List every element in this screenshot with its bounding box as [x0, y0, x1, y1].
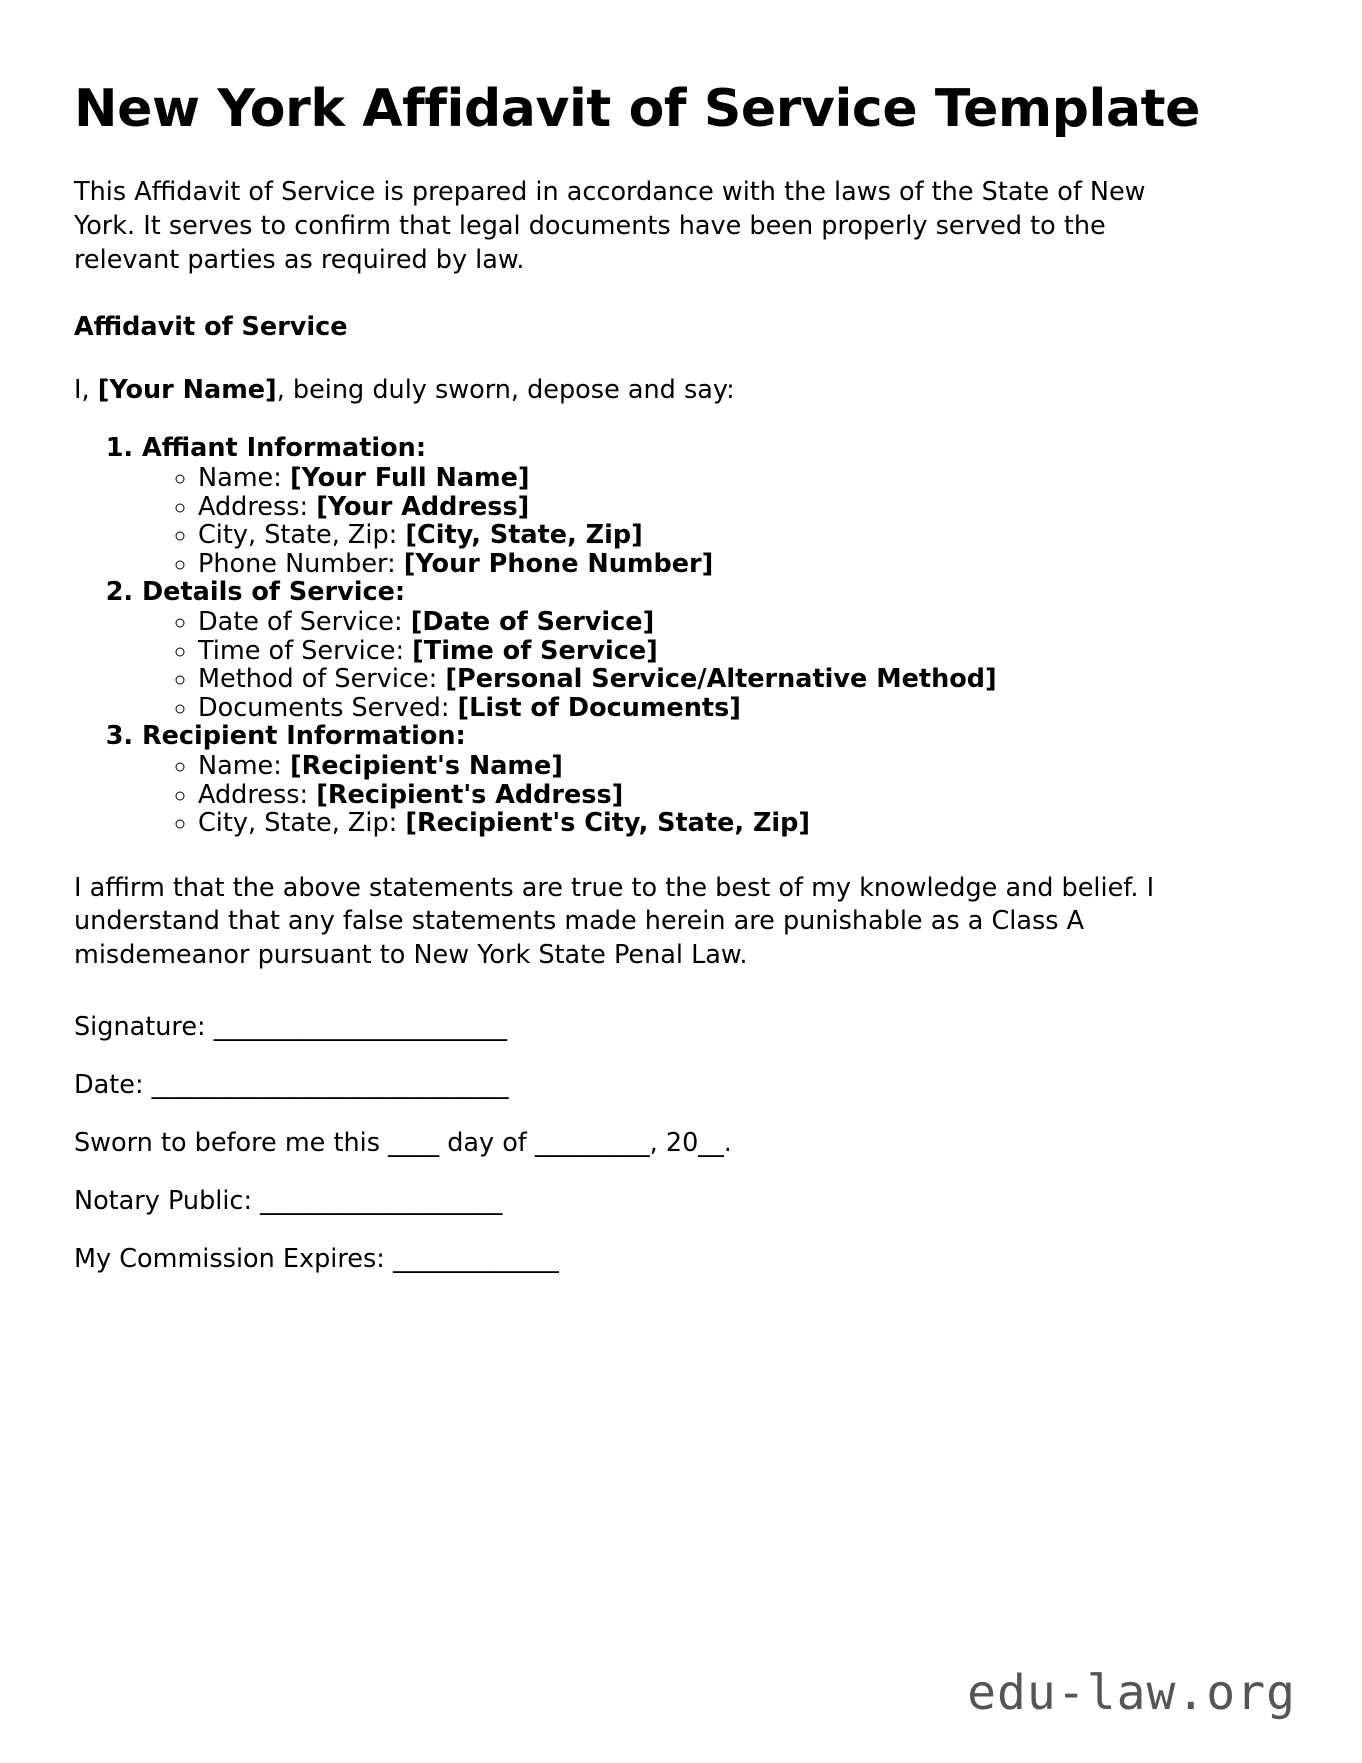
affirmation-paragraph: I affirm that the above statements are true to the best of my knowledge and belief. I understand that any false statements made herein are punishable as a Class A misdemeanor pursuant to New York State Penal Law. — [74, 872, 1155, 970]
field-label: Date of Service: — [198, 607, 411, 638]
sub-list — [142, 608, 1286, 722]
section-label: Details of Service: — [142, 576, 406, 607]
list-item — [198, 493, 1286, 521]
field-value: [Personal Service/Alternative Method] — [445, 664, 997, 695]
field-label: Documents Served: — [198, 692, 458, 723]
list-item — [198, 781, 1286, 809]
list-item — [198, 608, 1286, 636]
sworn-before-field: Sworn to before me this ____ day of _________, 20__. — [74, 1127, 732, 1158]
signature-field: Signature: _______________________ — [74, 1011, 507, 1042]
field-label: Address: — [198, 491, 317, 522]
field-value: [Date of Service] — [410, 607, 655, 638]
field-label: Address: — [198, 779, 317, 810]
list-item — [142, 578, 1286, 722]
field-value: [Recipient's City, State, Zip] — [405, 808, 811, 839]
field-label: City, State, Zip: — [198, 520, 406, 551]
list-item — [198, 637, 1286, 665]
field-label: Name: — [198, 463, 290, 494]
statement-name-placeholder: [Your Name] — [97, 375, 277, 406]
field-value: [Your Phone Number] — [403, 548, 714, 579]
field-value: [City, State, Zip] — [405, 520, 643, 551]
list-item — [198, 464, 1286, 492]
list-item — [198, 809, 1286, 837]
site-watermark: edu-law.org — [967, 1665, 1296, 1721]
field-value: [Your Address] — [316, 491, 530, 522]
field-value: [Recipient's Name] — [289, 751, 563, 782]
section-heading: Affidavit of Service — [74, 312, 348, 343]
list-item — [198, 694, 1286, 722]
sub-list — [142, 752, 1286, 837]
section-label: Recipient Information: — [142, 720, 466, 751]
field-label: Name: — [198, 751, 290, 782]
field-label: Phone Number: — [198, 548, 404, 579]
commission-expires-field: My Commission Expires: _____________ — [74, 1244, 559, 1275]
field-label: Time of Service: — [198, 635, 413, 666]
affidavit-sections-list — [74, 434, 1286, 838]
section-label: Affiant Information: — [142, 433, 427, 463]
sworn-statement — [74, 374, 1164, 408]
list-item — [198, 752, 1286, 780]
statement-suffix: , being duly sworn, depose and say: — [276, 375, 735, 406]
list-item — [198, 550, 1286, 578]
date-field: Date: ____________________________ — [74, 1069, 509, 1100]
list-item — [142, 722, 1286, 838]
statement-prefix: I, — [74, 375, 98, 406]
field-value: [Your Full Name] — [289, 463, 530, 494]
page-title: New York Affidavit of Service Template — [74, 79, 1200, 139]
notary-public-field: Notary Public: ___________________ — [74, 1185, 503, 1216]
intro-paragraph: This Affidavit of Service is prepared in accordance with the laws of the State of New York. It serves to confirm that legal documents have been properly served to the relevant parties as required by law. — [74, 177, 1146, 275]
field-label: Method of Service: — [198, 664, 446, 695]
sub-list — [142, 464, 1286, 578]
field-value: [Recipient's Address] — [316, 779, 624, 810]
list-item — [198, 521, 1286, 549]
field-value: [List of Documents] — [457, 692, 741, 723]
field-label: City, State, Zip: — [198, 808, 406, 839]
list-item — [142, 434, 1286, 578]
field-value: [Time of Service] — [412, 635, 658, 666]
list-item — [198, 665, 1286, 693]
